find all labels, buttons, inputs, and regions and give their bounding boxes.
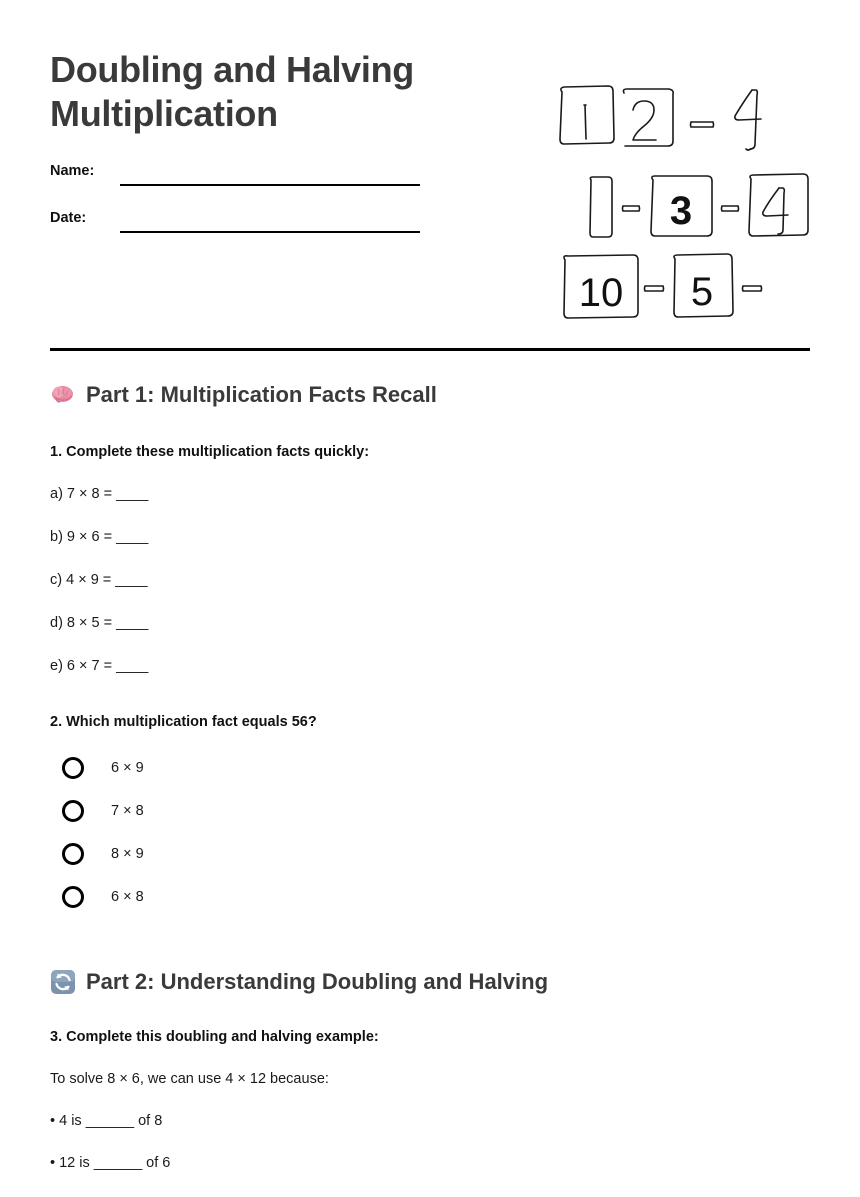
date-input-line[interactable] <box>120 231 420 233</box>
part1-heading <box>50 380 810 410</box>
option-row[interactable] <box>50 840 810 868</box>
name-field-row <box>50 163 480 185</box>
question-3-bullet: • 4 is ______ of 8 <box>50 1113 163 1129</box>
brain-icon <box>50 382 76 408</box>
question-1-prompt: 1. Complete these multiplication facts quickly: <box>50 444 370 460</box>
option-label: 8 × 9 <box>111 846 144 862</box>
refresh-arrows-icon <box>50 969 76 995</box>
radio-button-icon[interactable] <box>62 886 84 908</box>
question-3-prompt: 3. Complete this doubling and halving example: <box>50 1029 379 1045</box>
svg-text:3: 3 <box>669 189 693 233</box>
date-field-row <box>50 210 480 232</box>
question-3-intro: To solve 8 × 6, we can use 4 × 12 because: <box>50 1071 329 1087</box>
radio-button-icon[interactable] <box>62 843 84 865</box>
option-label: 6 × 8 <box>111 889 144 905</box>
page-title: Doubling and Halving Multiplication <box>50 49 414 134</box>
option-label: 6 × 9 <box>111 760 144 776</box>
fact-item-c: c) 4 × 9 = ____ <box>50 572 148 588</box>
question-2-prompt: 2. Which multiplication fact equals 56? <box>50 714 317 730</box>
date-label: Date: <box>50 210 87 226</box>
fact-item-d: d) 8 × 5 = ____ <box>50 615 149 631</box>
header-divider-rule <box>50 348 810 351</box>
radio-button-icon[interactable] <box>62 757 84 779</box>
question-2-options <box>50 754 810 911</box>
radio-button-icon[interactable] <box>62 800 84 822</box>
option-row[interactable] <box>50 797 810 825</box>
part2-heading-text: Part 2: Understanding Doubling and Halving <box>86 969 549 994</box>
fact-item-a: a) 7 × 8 = ____ <box>50 486 149 502</box>
fact-item-b: b) 9 × 6 = ____ <box>50 529 149 545</box>
fact-item-e: e) 6 × 7 = ____ <box>50 658 149 674</box>
option-label: 7 × 8 <box>111 803 144 819</box>
option-row[interactable] <box>50 883 810 911</box>
part2-heading <box>50 967 810 997</box>
worksheet-content <box>50 380 810 1197</box>
hand-drawn-number-boxes-illustration <box>505 10 805 315</box>
part1-heading-text: Part 1: Multiplication Facts Recall <box>86 382 437 407</box>
svg-text:5: 5 <box>690 270 714 314</box>
svg-text:10: 10 <box>578 271 624 315</box>
name-input-line[interactable] <box>120 184 420 186</box>
question-3-bullet: • 12 is ______ of 6 <box>50 1155 171 1171</box>
option-row[interactable] <box>50 754 810 782</box>
name-label: Name: <box>50 163 95 179</box>
